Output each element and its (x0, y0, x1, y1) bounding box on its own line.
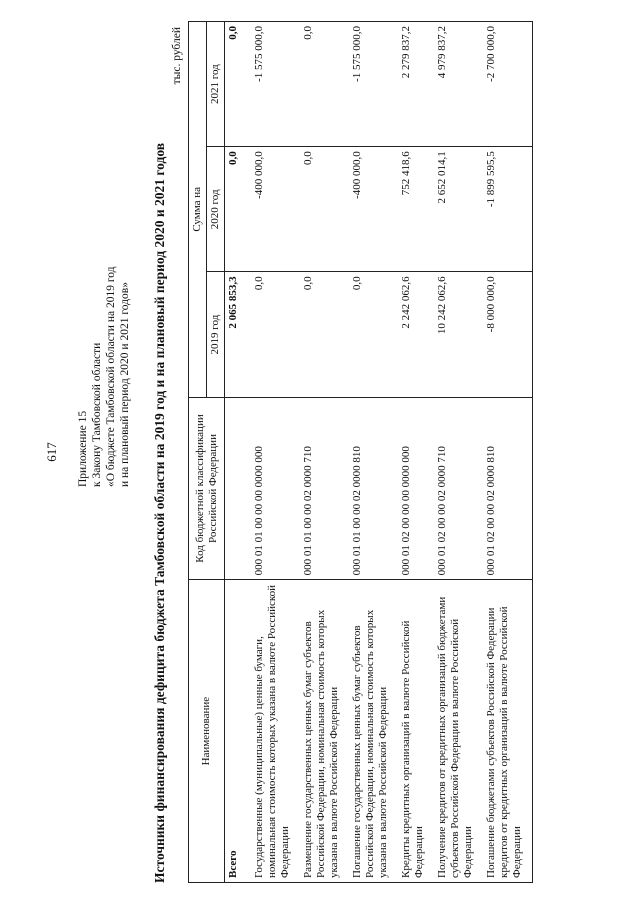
header-name: Наименование (189, 580, 225, 883)
row-value-2020: 0,0 (300, 147, 349, 272)
row-code: 000 01 02 00 00 02 0000 810 (483, 397, 533, 580)
table-row-total (225, 22, 252, 883)
row-name: Кредиты кредитных организаций в валюте Российской Федерации (398, 580, 434, 883)
header-year-2021: 2021 год (207, 22, 225, 147)
table-row (349, 22, 398, 883)
row-value-2020: 752 418,6 (398, 147, 434, 272)
row-code: 000 01 01 00 00 00 0000 000 (251, 397, 300, 580)
row-name: Погашение государственных ценных бумаг субъектов Российской Федерации, номинальная стоимость которых указана в валюте Российской Федерации (349, 580, 398, 883)
row-name: Размещение государственных ценных бумаг субъектов Российской Федерации, номинальная стоимость которых указана в валюте Российской Федерации (300, 580, 349, 883)
table-row (434, 22, 483, 883)
appendix-line: и на плановый период 2020 и 2021 годов» (119, 282, 131, 487)
row-value-2021: 4 979 837,2 (434, 22, 483, 147)
row-value-2020: -1 899 595,5 (483, 147, 533, 272)
row-value-2019: 0,0 (300, 272, 349, 397)
row-value-2020: -400 000,0 (349, 147, 398, 272)
appendix-line: Приложение 15 (77, 410, 89, 487)
header-year-2019: 2019 год (207, 272, 225, 397)
table-row (483, 22, 533, 883)
financing-sources-table (188, 21, 533, 883)
units-label: тыс. рублей (171, 27, 183, 85)
document-title: Источники финансирования дефицита бюджета Тамбовской области на 2019 год и на плановый период 2020 и 2021 годов (152, 142, 167, 883)
row-value-2021: -1 575 000,0 (349, 22, 398, 147)
rotated-page-content (76, 13, 616, 883)
row-code: 000 01 02 00 00 00 0000 000 (398, 397, 434, 580)
row-value-2021: -2 700 000,0 (483, 22, 533, 147)
row-value-2019: 2 065 853,3 (225, 272, 252, 397)
row-value-2019: 2 242 062,6 (398, 272, 434, 397)
row-name: Погашение бюджетами субъектов Российской Федерации кредитов от кредитных организаций в валюте Российской Федерации (483, 580, 533, 883)
header-year-2020: 2020 год (207, 147, 225, 272)
row-value-2019: 0,0 (251, 272, 300, 397)
row-name: Получение кредитов от кредитных организаций бюджетами субъектов Российской Федерации в валюте Российской Федерации (434, 580, 483, 883)
table-row (398, 22, 434, 883)
header-code: Код бюджетной классификации Российской Федерации (189, 397, 225, 580)
row-name: Всего (225, 580, 252, 883)
row-value-2020: 0,0 (225, 147, 252, 272)
appendix-line: «О бюджете Тамбовской области на 2019 год (105, 266, 117, 487)
row-value-2021: -1 575 000,0 (251, 22, 300, 147)
row-code: 000 01 02 00 00 02 0000 710 (434, 397, 483, 580)
row-value-2020: -400 000,0 (251, 147, 300, 272)
row-code: 000 01 01 00 00 02 0000 810 (349, 397, 398, 580)
appendix-header (76, 266, 132, 487)
row-value-2019: 10 242 062,6 (434, 272, 483, 397)
row-value-2020: 2 652 014,1 (434, 147, 483, 272)
row-value-2021: 0,0 (300, 22, 349, 147)
row-name: Государственные (муниципальные) ценные бумаги, номинальная стоимость которых указана в валюте Российской Федерации (251, 580, 300, 883)
row-value-2019: -8 000 000,0 (483, 272, 533, 397)
row-value-2019: 0,0 (349, 272, 398, 397)
row-value-2021: 2 279 837,2 (398, 22, 434, 147)
row-value-2021: 0,0 (225, 22, 252, 147)
table-row (251, 22, 300, 883)
row-code (225, 397, 252, 580)
row-code: 000 01 01 00 00 02 0000 710 (300, 397, 349, 580)
appendix-line: к Закону Тамбовской области (91, 342, 103, 487)
table-row (300, 22, 349, 883)
header-sum: Сумма на (189, 22, 207, 398)
page-number: 617 (44, 442, 59, 462)
